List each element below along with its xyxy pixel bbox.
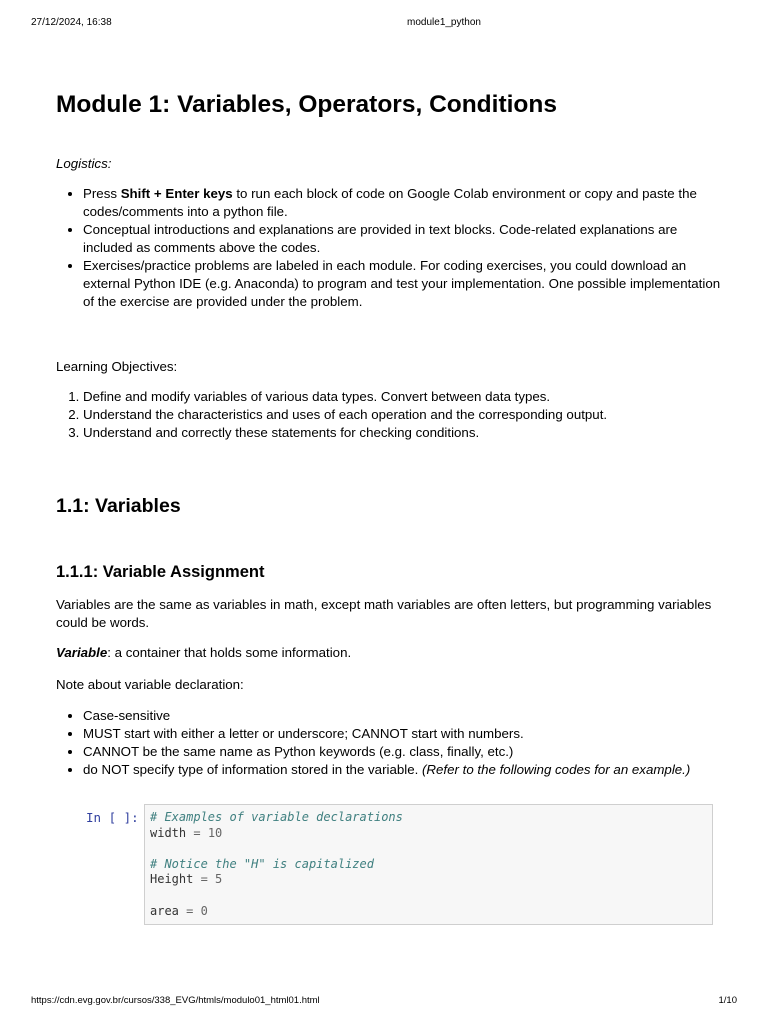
note-item: • CANNOT be the same name as Python keywords (e.g. class, finally, etc.) bbox=[83, 743, 723, 761]
code-operator: = bbox=[178, 903, 201, 918]
logistics-item1-keys: Shift + Enter keys bbox=[120, 186, 233, 201]
page-title: Module 1: Variables, Operators, Conditions bbox=[56, 91, 557, 118]
variable-definition-text: : a container that holds some information. bbox=[107, 645, 352, 660]
subsection-heading-assignment: 1.1.1: Variable Assignment bbox=[56, 563, 265, 581]
logistics-item: • Exercises/practice problems are labeled in each module. For coding exercises, you could download an external Python IDE (e.g. Anaconda) to program and test your implementation. One possible implementation of the exercise are provided under the problem. bbox=[83, 257, 723, 311]
section-heading-variables: 1.1: Variables bbox=[56, 495, 181, 517]
logistics-item1-pre: Press bbox=[83, 186, 121, 201]
logistics-list bbox=[56, 185, 723, 311]
code-line bbox=[150, 841, 712, 857]
code-number: 10 bbox=[207, 825, 223, 840]
code-operator: = bbox=[193, 872, 216, 887]
objective-item: 1. Define and modify variables of various data types. Convert between data types. bbox=[83, 388, 723, 406]
code-line bbox=[150, 904, 712, 920]
objective-item: 3. Understand and correctly these statements for checking conditions. bbox=[83, 424, 723, 442]
code-comment: # Notice the "H" is capitalized bbox=[150, 856, 374, 871]
code-line bbox=[150, 888, 712, 904]
code-cell-input[interactable] bbox=[144, 804, 713, 925]
variable-term: Variable bbox=[56, 645, 108, 660]
note-item: • MUST start with either a letter or underscore; CANNOT start with numbers. bbox=[83, 725, 723, 743]
variables-intro: Variables are the same as variables in math, except math variables are often letters, but programming variables could be words. bbox=[56, 597, 712, 630]
code-operator: = bbox=[186, 825, 208, 840]
note-item bbox=[83, 761, 723, 779]
code-line bbox=[150, 810, 712, 826]
logistics-item1-post: to run each block of code on Google Colab environment or copy and paste the codes/comments into a python file. bbox=[83, 186, 697, 219]
code-number: 5 bbox=[215, 872, 223, 887]
objectives-heading: Learning Objectives: bbox=[56, 359, 178, 374]
objectives-list bbox=[56, 388, 723, 442]
code-line bbox=[150, 872, 712, 888]
code-identifier: Height bbox=[150, 872, 194, 887]
note-heading: Note about variable declaration: bbox=[56, 677, 244, 692]
note4-text: do NOT specify type of information stored in the variable. bbox=[83, 762, 422, 777]
note4-italic: (Refer to the following codes for an example.) bbox=[422, 762, 691, 777]
variable-definition bbox=[56, 644, 722, 662]
code-identifier: area bbox=[150, 903, 179, 918]
code-line bbox=[150, 826, 712, 842]
code-comment: # Examples of variable declarations bbox=[150, 810, 403, 824]
objective-item: 2. Understand the characteristics and uses of each operation and the corresponding output. bbox=[83, 406, 723, 424]
print-datetime: 27/12/2024, 16:38 bbox=[31, 17, 112, 28]
print-url: https://cdn.evg.gov.br/cursos/338_EVG/htmls/modulo01_html01.html bbox=[31, 995, 320, 1006]
code-number: 0 bbox=[200, 903, 208, 918]
code-identifier: width bbox=[150, 825, 187, 840]
logistics-item bbox=[83, 185, 723, 221]
logistics-item: • Conceptual introductions and explanations are provided in text blocks. Code-related explanations are included as comments above the codes. bbox=[83, 221, 723, 257]
note-item: • Case-sensitive bbox=[83, 707, 723, 725]
notes-list bbox=[56, 707, 723, 779]
logistics-heading: Logistics: bbox=[56, 156, 112, 171]
code-cell-prompt: In [ ]: bbox=[86, 810, 139, 825]
print-doc-title: module1_python bbox=[407, 17, 481, 28]
code-line bbox=[150, 857, 712, 873]
print-page-number: 1/10 bbox=[718, 995, 737, 1006]
